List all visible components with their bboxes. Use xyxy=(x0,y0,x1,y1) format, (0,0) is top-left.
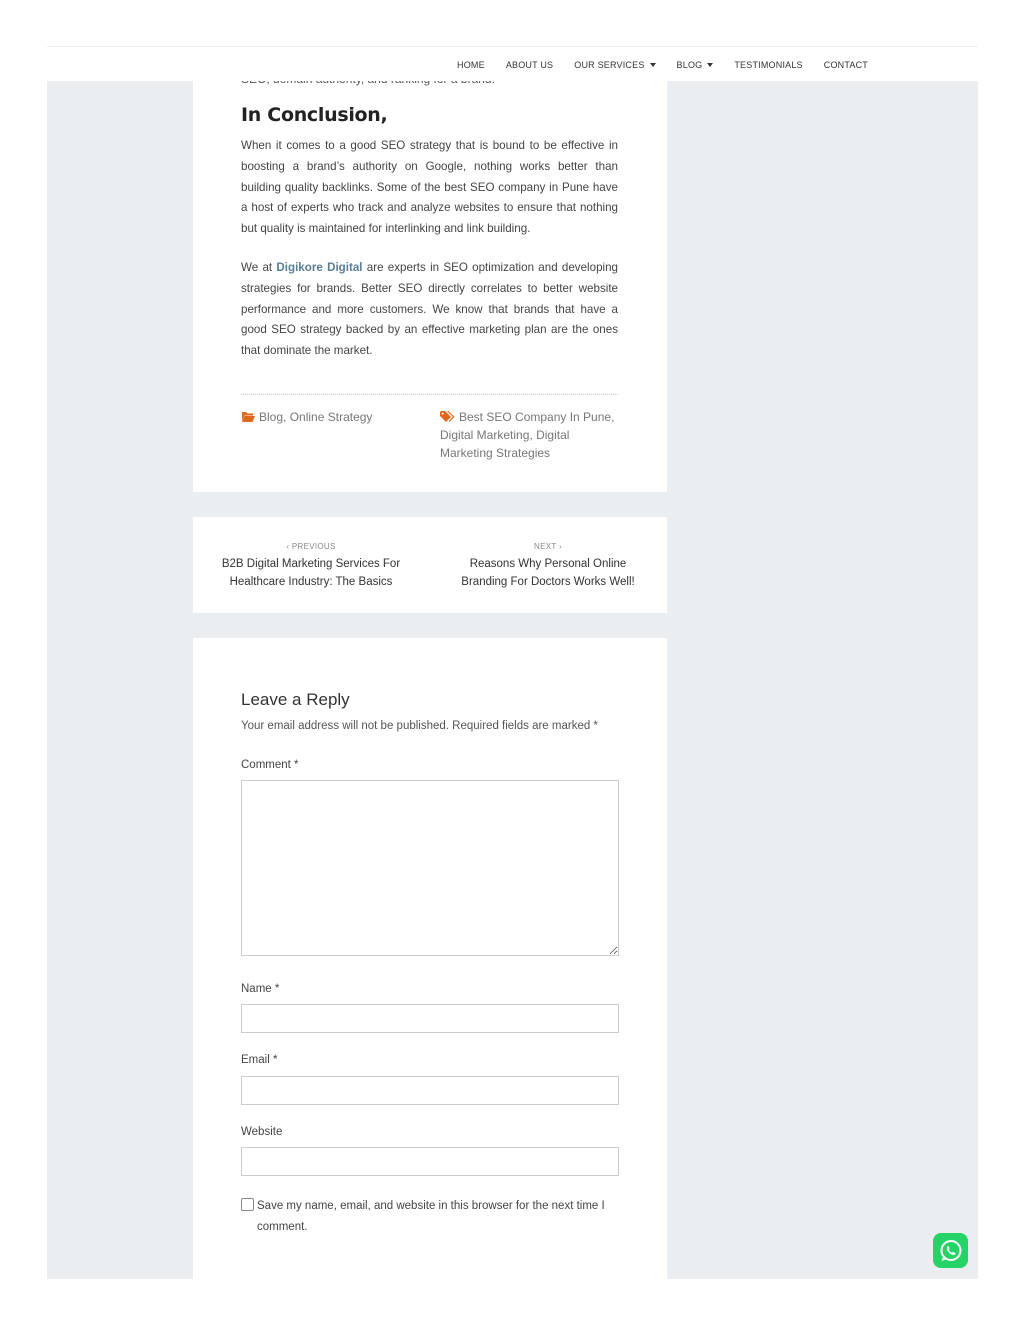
nav-item-contact[interactable]: CONTACT xyxy=(823,59,868,70)
post-tags: Best SEO Company In Pune, Digital Marketing, Digital Marketing Strategies xyxy=(440,410,615,460)
name-input[interactable] xyxy=(241,1004,619,1033)
tag-link[interactable]: Digital Marketing Strategies xyxy=(440,428,570,460)
next-post-title[interactable]: Reasons Why Personal Online Branding For Doctors Works Well! xyxy=(461,558,635,588)
tag-link[interactable]: Digital Marketing xyxy=(440,428,530,442)
category-link[interactable]: Blog xyxy=(259,410,284,424)
name-label: Name * xyxy=(241,983,280,995)
divider xyxy=(241,394,618,395)
nav-item-testimonials[interactable]: TESTIMONIALS xyxy=(734,59,803,70)
next-label: NEXT › xyxy=(534,542,562,551)
article-paragraph: When it comes to a good SEO strategy that is bound to be effective in boosting a brand’s authority on Google, nothing works better than building quality backlinks. Some of the best SEO company in Pune have a host of experts who track and analyze websites to ensure that nothing but quality is maintained for interlinking and link building. xyxy=(241,139,618,236)
email-input[interactable] xyxy=(241,1076,619,1105)
folder-open-icon xyxy=(241,411,255,423)
save-info-label[interactable]: Save my name, email, and website in this browser for the next time I comment. xyxy=(257,1200,605,1233)
nav-item-blog[interactable]: BLOG xyxy=(677,60,714,70)
save-info-checkbox[interactable] xyxy=(241,1198,254,1211)
nav-menu xyxy=(457,47,889,82)
nav-item-our-services[interactable]: OUR SERVICES xyxy=(574,60,655,70)
post-navigation xyxy=(193,517,667,613)
website-input[interactable] xyxy=(241,1147,619,1176)
digikore-digital-link[interactable]: Digikore Digital xyxy=(276,261,363,274)
reply-title: Leave a Reply xyxy=(241,690,350,709)
nav-item-about-us[interactable]: ABOUT US xyxy=(505,59,554,70)
previous-post-title[interactable]: B2B Digital Marketing Services For Healthcare Industry: The Basics xyxy=(221,558,401,588)
comment-textarea[interactable] xyxy=(241,780,619,956)
article-card xyxy=(193,60,667,492)
comment-label: Comment * xyxy=(241,759,299,771)
tag-link[interactable]: Best SEO Company In Pune xyxy=(459,410,612,424)
article-paragraph: We at Digikore Digital are experts in SEO optimization and developing strategies for brands. Better SEO directly correlates to better website performance and more customers. We know that brands that have a good SEO strategy backed by an effective marketing plan are the ones that dominate the market. xyxy=(241,261,618,358)
previous-post-link[interactable] xyxy=(211,542,411,591)
section-heading: In Conclusion, xyxy=(241,104,388,126)
reply-note: Your email address will not be published. Required fields are marked * xyxy=(241,720,598,732)
tags-icon xyxy=(440,411,455,423)
reply-form-card xyxy=(193,638,667,1279)
whatsapp-button[interactable] xyxy=(933,1233,968,1268)
main-navbar xyxy=(47,46,978,81)
email-label: Email * xyxy=(241,1054,278,1066)
nav-item-home[interactable]: HOME xyxy=(457,59,485,70)
category-link[interactable]: Online Strategy xyxy=(289,410,373,424)
caret-down-icon xyxy=(650,63,656,67)
whatsapp-icon xyxy=(938,1238,964,1264)
next-post-link[interactable] xyxy=(448,542,648,591)
caret-down-icon xyxy=(707,63,713,67)
post-categories: Blog, Online Strategy xyxy=(241,408,431,426)
previous-label: ‹ PREVIOUS xyxy=(286,542,336,551)
website-label: Website xyxy=(241,1126,283,1138)
